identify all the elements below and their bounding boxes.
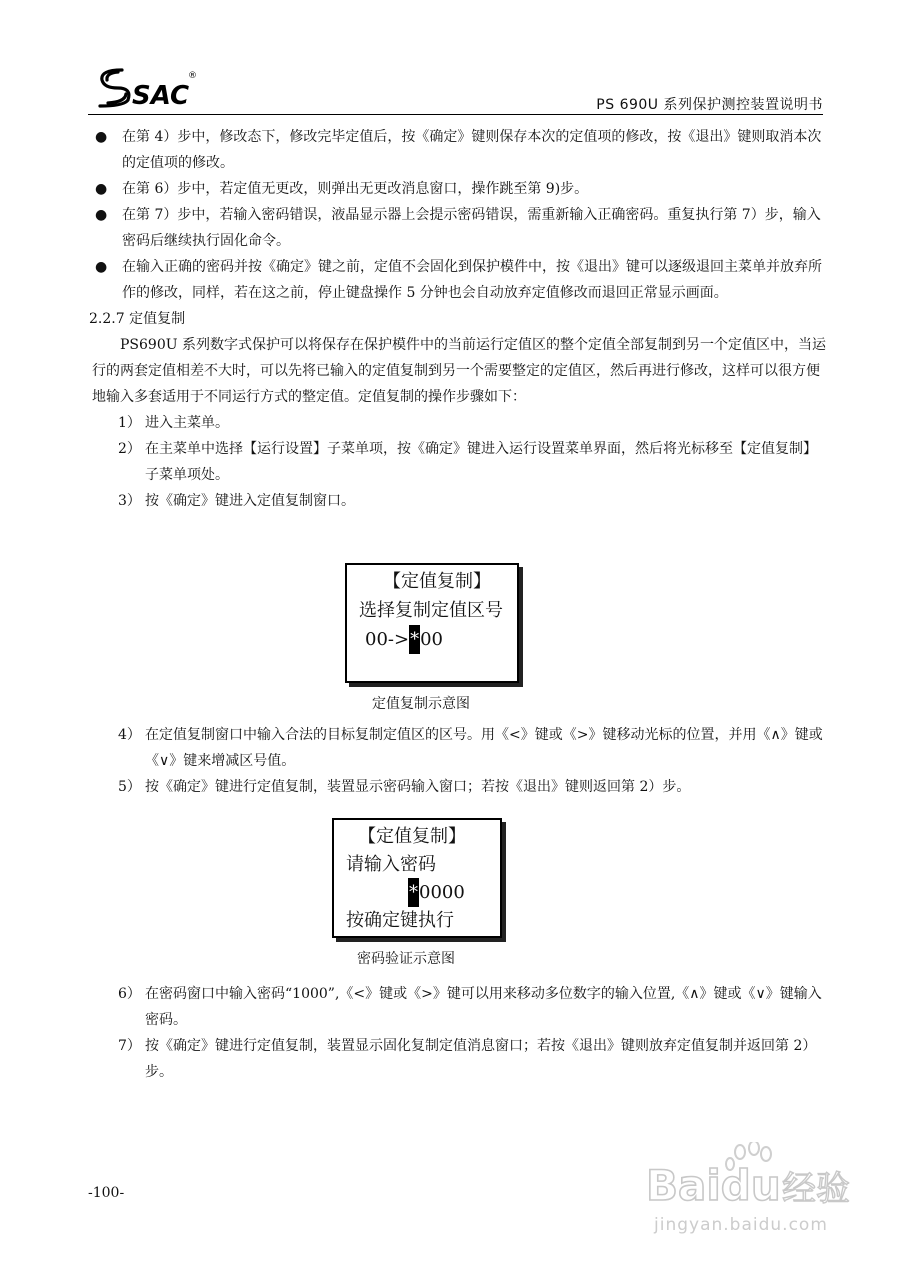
lcd-cursor: * — [408, 878, 419, 907]
watermark-url: jingyan.baidu.com — [654, 1215, 828, 1235]
bullet-icon: ● — [95, 181, 108, 197]
page-content-steps-c — [92, 981, 826, 1085]
logo-text: SAC — [132, 81, 190, 110]
lcd-prompt: 请输入密码 — [346, 854, 436, 875]
step-item: 5） 按《确定》键进行定值复制，装置显示密码输入窗口；若按《退出》键则返回第 2）步。 — [118, 779, 691, 795]
sac-logo — [92, 64, 200, 110]
baidu-watermark — [644, 1142, 864, 1238]
bullet-item: ● 在第 7）步中，若输入密码错误，液晶显示器上会提示密码错误，需重新输入正确密码。重复执行第 7）步，输入密码后继续执行固化命令。 — [92, 202, 826, 254]
bullet-icon: ● — [95, 259, 108, 275]
watermark-cn: 经验 — [782, 1169, 850, 1209]
figure-caption: 密码验证示意图 — [357, 951, 455, 967]
figure-caption: 定值复制示意图 — [372, 696, 470, 712]
bullet-item: ● 在第 6）步中，若定值无更改，则弹出无更改消息窗口，操作跳至第 9)步。 — [92, 176, 826, 202]
step-item: 3） 按《确定》键进入定值复制窗口。 — [118, 493, 355, 509]
registered-mark: ® — [188, 71, 197, 81]
header-rule — [88, 114, 823, 115]
section-heading: 2.2.7 定值复制 — [89, 311, 186, 327]
page-content-steps-b — [92, 722, 826, 800]
step-item: 7） 按《确定》键进行定值复制，装置显示固化复制定值消息窗口；若按《退出》键则放弃定值复制并返回第 2）步。 — [118, 1038, 817, 1080]
bullet-item: ● 在第 4）步中，修改态下，修改完毕定值后，按《确定》键则保存本次的定值项的修改，按《退出》键则取消本次的定值项的修改。 — [92, 124, 826, 176]
lcd-hint: 按确定键执行 — [346, 910, 454, 931]
page-content — [89, 124, 826, 514]
bullet-icon: ● — [95, 129, 108, 145]
step-item: 2） 在主菜单中选择【运行设置】子菜单项，按《确定》键进入运行设置菜单界面，然后将光标移至【定值复制】子菜单项处。 — [118, 441, 817, 483]
step-item: 4） 在定值复制窗口中输入合法的目标复制定值区的区号。用《<》键或《>》键移动光标的位置，并用《∧》键或《∨》键来增减区号值。 — [118, 727, 823, 769]
page-number: -100- — [88, 1185, 125, 1201]
intro-paragraph: PS690U 系列数字式保护可以将保存在保护模件中的当前运行定值区的整个定值全部复制到另一个定值区中，当运行的两套定值相差不大时，可以先将已输入的定值复制到另一个需要整定的定值区，然后再进行修改，这样可以很方便地输入多套适用于不同运行方式的整定值。定值复制的操作步骤如下： — [92, 337, 826, 405]
lcd-cursor: * — [409, 625, 420, 654]
lcd-prompt: 选择复制定值区号 — [359, 600, 503, 621]
bullet-item: ● 在输入正确的密码并按《确定》键之前，定值不会固化到保护模件中，按《退出》键可以逐级退回主菜单并放弃所作的修改，同样，若在这之前，停止键盘操作 5 分钟也会自动放弃定值修改而退回正常显示画面。 — [92, 254, 826, 306]
bullet-icon: ● — [95, 207, 108, 223]
document-title: PS 690U 系列保护测控装置说明书 — [596, 97, 823, 113]
lcd-title: 【定值复制】 — [383, 571, 491, 592]
lcd-title: 【定值复制】 — [358, 826, 466, 847]
step-item: 6） 在密码窗口中输入密码“1000”,《<》键或《>》键可以用来移动多位数字的输入位置,《∧》键或《∨》键输入密码。 — [118, 986, 822, 1028]
lcd-copy-window — [345, 563, 519, 683]
step-item: 1） 进入主菜单。 — [118, 415, 229, 431]
lcd-zone-line: 00->*00 — [365, 625, 443, 654]
lcd-password-window — [332, 818, 502, 938]
lcd-password-line: *0000 — [408, 878, 465, 907]
watermark-brand: Baidu — [646, 1161, 781, 1210]
